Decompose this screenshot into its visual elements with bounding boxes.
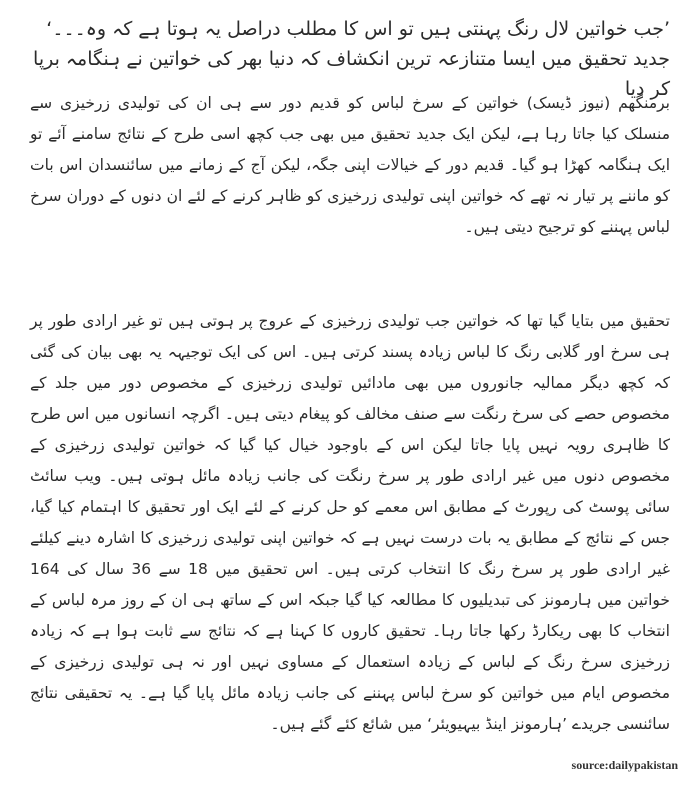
source-credit: source:dailypakistan <box>571 758 678 772</box>
article-headline: ’جب خواتین لال رنگ پہنتی ہیں تو اس کا مطلب دراصل یہ ہوتا ہے کہ وہ۔۔۔‘ جدید تحقیق میں ایسا متنازعہ ترین انکشاف کہ دنیا بھر کی خواتین نے ہنگامہ برپا کر دیا <box>33 18 670 100</box>
article-paragraph-1: برمنگھم (نیوز ڈیسک) خواتین کے سرخ لباس کو قدیم دور سے ہی ان کی تولیدی زرخیزی سے منسلک کیا جاتا رہا ہے، لیکن ایک جدید تحقیق میں بھی جب کچھ اسی طرح کے نتائج سامنے آئے تو ایک ہنگامہ کھڑا ہو گیا۔ قدیم دور کے خیالات اپنی جگہ، لیکن آج کے زمانے میں سائنسدان اس بات کو ماننے پر تیار نہ تھے کہ خواتین اپنی تولیدی زرخیزی کو ظاہر کرنے کے لئے ان دنوں کے دوران سرخ لباس پہننے کو ترجیح دیتی ہیں۔ <box>30 94 670 236</box>
article-paragraph-2: تحقیق میں بتایا گیا تھا کہ خواتین جب تولیدی زرخیزی کے عروج پر ہوتی ہیں تو غیر ارادی طور پر ہی سرخ اور گلابی رنگ کا لباس زیادہ پسند کرتی ہیں۔ اس کی ایک توجیہہ یہ بھی بیان کی گئی کہ کچھ دیگر ممالیہ جانوروں میں بھی مادائیں تولیدی زرخیزی کے مخصوص دور میں جلد کے مخصوص حصے کی سرخ رنگت سے صنف مخالف کو پیغام دیتی ہیں۔ اگرچہ انسانوں میں اس طرح کا ظاہری رویہ نہیں پایا جاتا لیکن اس کے باوجود خیال کیا گیا کہ خواتین تولیدی زرخیزی کے مخصوص دنوں میں غیر ارادی طور پر سرخ رنگت کی جانب زیادہ مائل ہوتی ہیں۔ ویب سائٹ سائی پوسٹ کی رپورٹ کے مطابق اس معمے کو حل کرنے کے لئے ایک اور تحقیق کا اہتمام کیا گیا، جس کے نتائج کے مطابق یہ بات درست نہیں ہے کہ خواتین اپنی تولیدی زرخیزی کا اشارہ دینے کیلئے غیر ارادی طور پر سرخ رنگ کا انتخاب کرتی ہیں۔ اس تحقیق میں 18 سے 36 سال کی 164 خواتین میں ہارمونز کی تبدیلیوں کا مطالعہ کیا گیا جبکہ اس کے ساتھ ہی ان کے روز مرہ لباس کے انتخاب کا بھی ریکارڈ رکھا جاتا رہا۔ تحقیق کاروں کا کہنا ہے کہ نتائج سے ثابت ہوا ہے کہ زیادہ زرخیزی سرخ رنگ کے لباس کے زیادہ استعمال کے مساوی نہیں اور نہ ہی تولیدی زرخیزی کے مخصوص ایام میں خواتین کو سرخ لباس پہننے کی جانب زیادہ مائل پایا گیا ہے۔ یہ تحقیقی نتائج سائنسی جریدے ’ہارمونز اینڈ بیہیویئر‘ میں شائع کئے گئے ہیں۔ <box>30 312 670 733</box>
